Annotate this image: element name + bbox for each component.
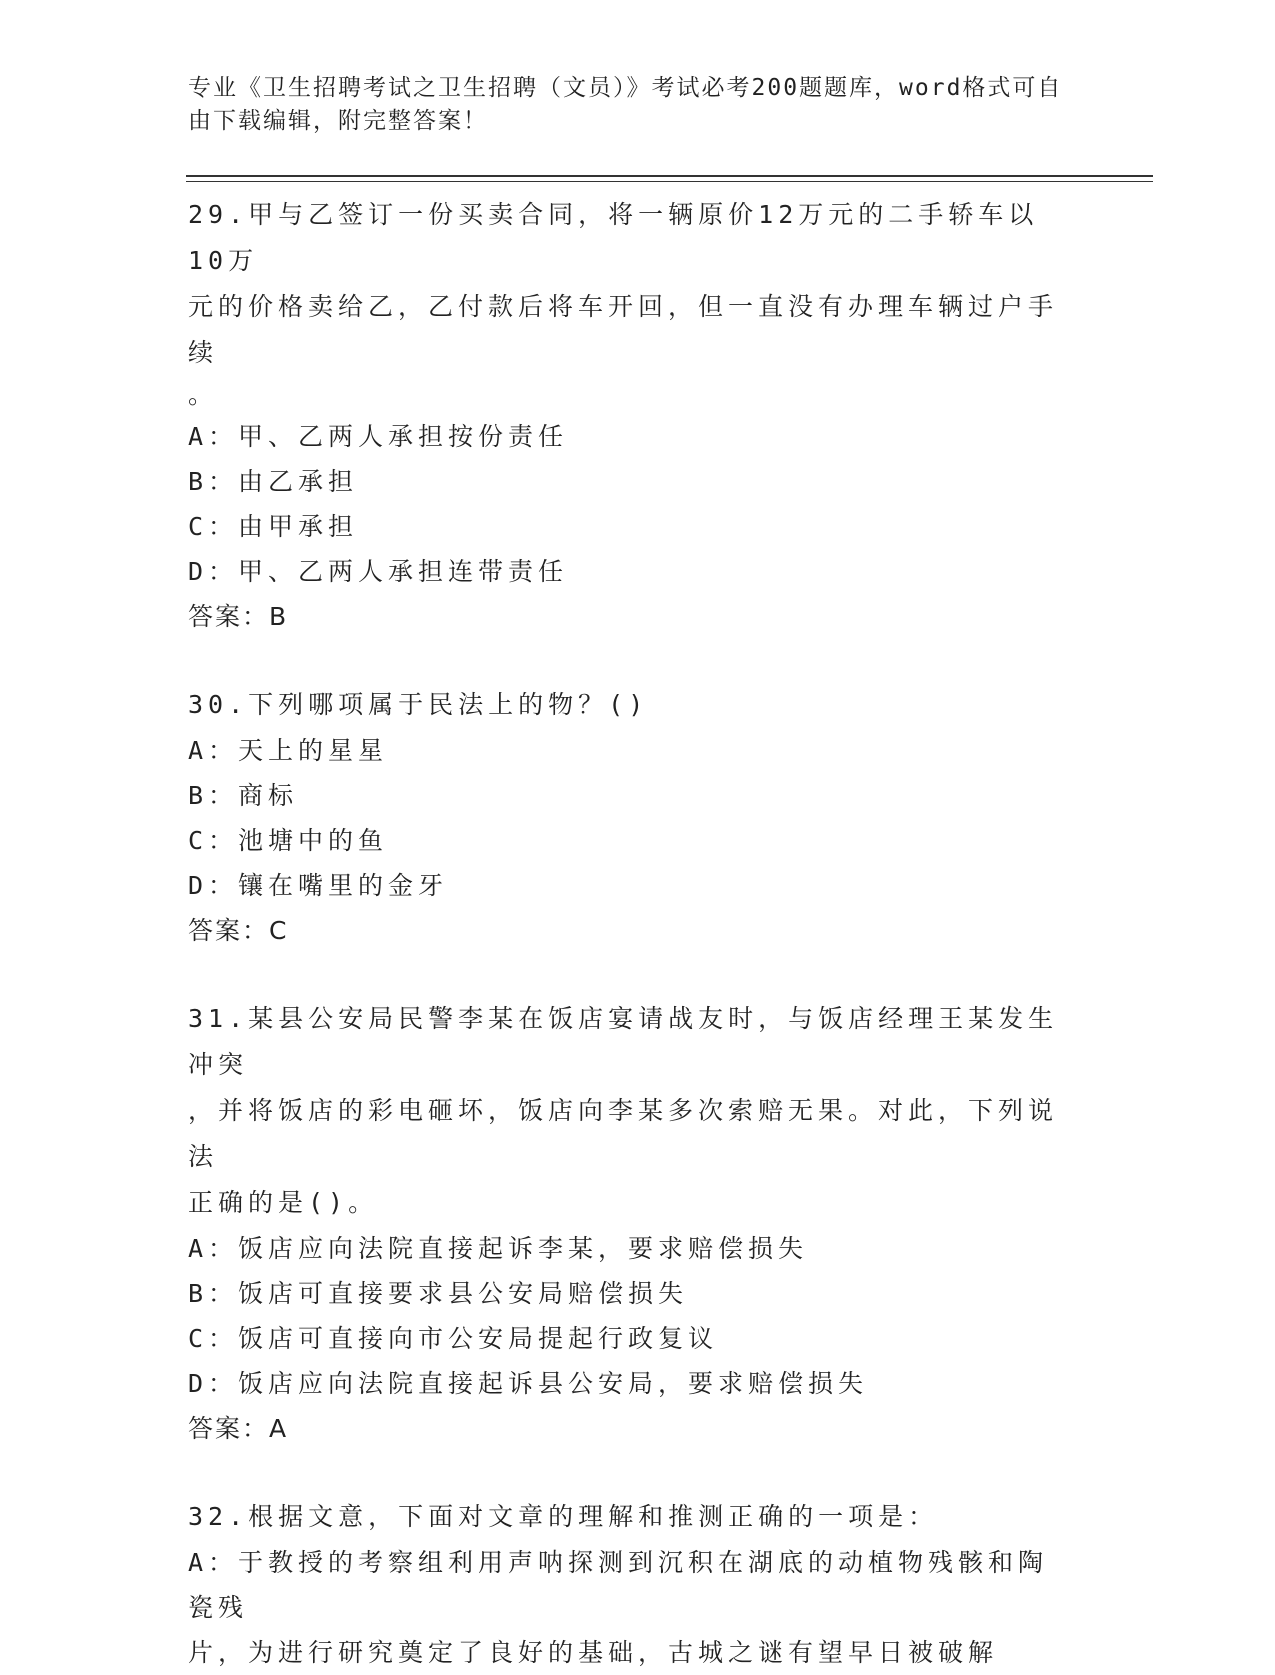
- answer-line: 答案：C: [188, 916, 289, 945]
- question-stem-line: 31.某县公安局民警李某在饭店宴请战友时，与饭店经理王某发生冲突: [188, 1004, 1059, 1079]
- header-divider-thin: [186, 181, 1153, 182]
- option-d: D：饭店应向法院直接起诉县公安局，要求赔偿损失: [188, 1369, 869, 1398]
- question-stem-line: ，并将饭店的彩电砸坏，饭店向李某多次索赔无果。对此，下列说法: [188, 1096, 1059, 1171]
- document-header: [188, 72, 1068, 138]
- option-a: A：饭店应向法院直接起诉李某，要求赔偿损失: [188, 1234, 809, 1263]
- question-stem-line: 30.下列哪项属于民法上的物？(): [188, 690, 649, 719]
- option-d: D：甲、乙两人承担连带责任: [188, 557, 569, 586]
- option-b: B：饭店可直接要求县公安局赔偿损失: [188, 1279, 689, 1308]
- header-line-1: 专业《卫生招聘考试之卫生招聘（文员）》考试必考200题题库，word格式可自: [188, 75, 1063, 101]
- answer-line: 答案：A: [188, 1414, 289, 1443]
- question-31: [188, 996, 1068, 1452]
- question-stem-line: 32.根据文意，下面对文章的理解和推测正确的一项是：: [188, 1502, 939, 1531]
- question-stem-line: 正确的是()。: [188, 1188, 379, 1217]
- question-32: [188, 1494, 1068, 1675]
- option-a: A：于教授的考察组利用声呐探测到沉积在湖底的动植物残骸和陶瓷残: [188, 1548, 1049, 1622]
- question-stem-line: 29.甲与乙签订一份买卖合同，将一辆原价12万元的二手轿车以10万: [188, 200, 1039, 275]
- question-spacer: [188, 954, 1068, 996]
- option-b: B：由乙承担: [188, 467, 359, 496]
- option-b: B：商标: [188, 781, 299, 810]
- option-d: D：镶在嘴里的金牙: [188, 871, 449, 900]
- answer-line: 答案：B: [188, 602, 289, 631]
- option-c: C：由甲承担: [188, 512, 359, 541]
- header-divider-thick: [186, 175, 1153, 177]
- header-line-2: 由下载编辑，附完整答案！: [188, 108, 488, 134]
- question-30: [188, 682, 1068, 954]
- question-spacer: [188, 1452, 1068, 1494]
- option-a: A：天上的星星: [188, 736, 389, 765]
- question-29: [188, 192, 1068, 640]
- option-a-continued: 片，为进行研究奠定了良好的基础，古城之谜有望早日被破解: [188, 1638, 999, 1667]
- option-a: A：甲、乙两人承担按份责任: [188, 422, 569, 451]
- question-stem-line: 元的价格卖给乙，乙付款后将车开回，但一直没有办理车辆过户手续: [188, 292, 1059, 367]
- option-c: C：池塘中的鱼: [188, 826, 389, 855]
- question-stem-line: 。: [188, 380, 219, 409]
- question-spacer: [188, 640, 1068, 682]
- question-list: [188, 192, 1068, 1675]
- option-c: C：饭店可直接向市公安局提起行政复议: [188, 1324, 719, 1353]
